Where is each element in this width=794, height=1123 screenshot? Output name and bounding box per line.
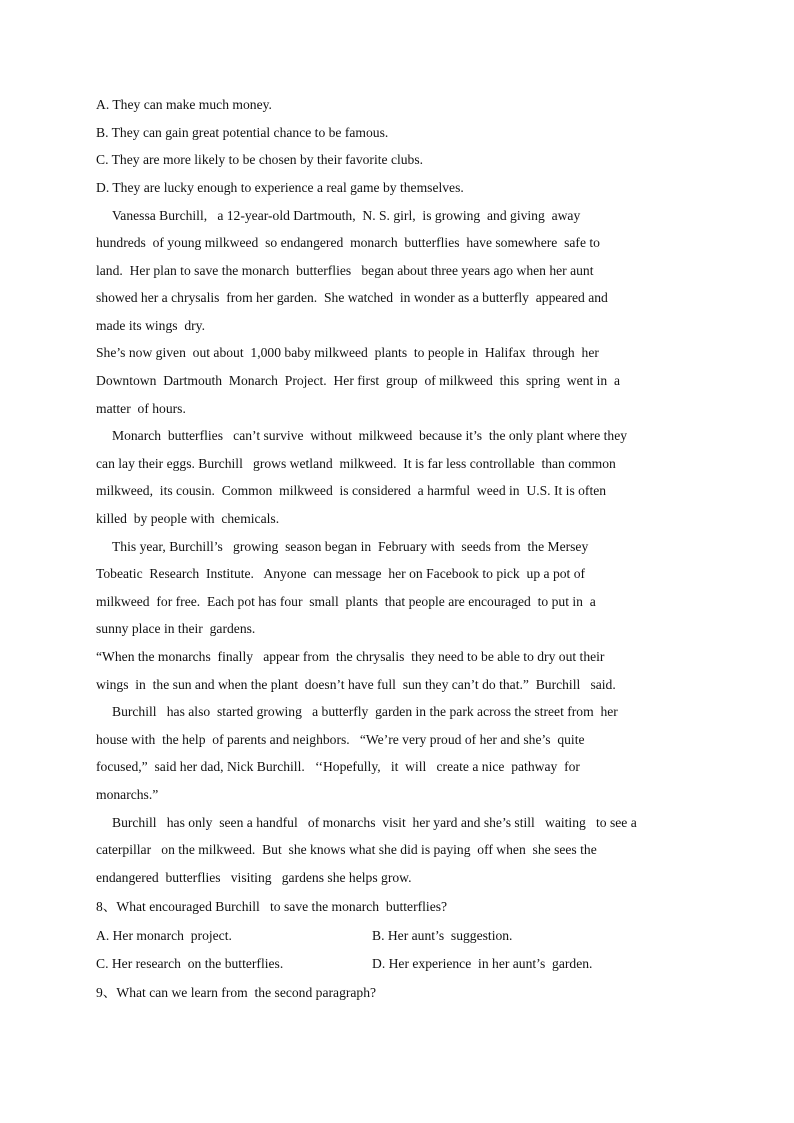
passage-line: Burchill has only seen a handful of monarchs visit her yard and she’s still waiting to see a	[112, 815, 637, 830]
passage-line: Downtown Dartmouth Monarch Project. Her first group of milkweed this spring went in a	[96, 373, 621, 388]
passage-line: killed by people with chemicals.	[96, 511, 280, 526]
passage-line: wings in the sun and when the plant doesn’t have full sun they can’t do that.” Burchill said.	[96, 677, 616, 692]
passage-line: “When the monarchs finally appear from the chrysalis they need to be able to dry out their	[96, 649, 605, 664]
passage-line: endangered butterflies visiting gardens she helps grow.	[96, 870, 412, 885]
previous-option-b: B. They can gain great potential chance to be famous.	[96, 125, 389, 140]
question-9-stem: 9、What can we learn from the second paragraph?	[96, 985, 377, 1000]
question-8-stem: 8、What encouraged Burchill to save the monarch butterflies?	[96, 899, 448, 914]
previous-option-c: C. They are more likely to be chosen by their favorite clubs.	[96, 152, 424, 167]
passage-line: showed her a chrysalis from her garden. She watched in wonder as a butterfly appeared and	[96, 290, 608, 305]
passage-line: milkweed for free. Each pot has four small plants that people are encouraged to put in a	[96, 594, 596, 609]
passage-line: This year, Burchill’s growing season began in February with seeds from the Mersey	[112, 539, 589, 554]
passage-line: Burchill has also started growing a butterfly garden in the park across the street from her	[112, 704, 618, 719]
passage-line: made its wings dry.	[96, 318, 205, 333]
passage-line: Vanessa Burchill, a 12-year-old Dartmouth, N. S. girl, is growing and giving away	[112, 208, 581, 223]
previous-option-a: A. They can make much money.	[96, 97, 272, 112]
question-8-option-b: B. Her aunt’s suggestion.	[372, 928, 513, 943]
question-8-option-a: A. Her monarch project.	[96, 928, 232, 943]
passage-line: matter of hours.	[96, 401, 186, 416]
passage-line: milkweed, its cousin. Common milkweed is considered a harmful weed in U.S. It is often	[96, 483, 607, 498]
passage-line: caterpillar on the milkweed. But she knows what she did is paying off when she sees the	[96, 842, 597, 857]
passage-line: Tobeatic Research Institute. Anyone can message her on Facebook to pick up a pot of	[96, 566, 586, 581]
question-8-option-c: C. Her research on the butterflies.	[96, 956, 284, 971]
passage-line: She’s now given out about 1,000 baby milkweed plants to people in Halifax through her	[96, 345, 599, 360]
question-8-option-d: D. Her experience in her aunt’s garden.	[372, 956, 593, 971]
previous-option-d: D. They are lucky enough to experience a real game by themselves.	[96, 180, 464, 195]
passage-line: land. Her plan to save the monarch butterflies began about three years ago when her aunt	[96, 263, 594, 278]
passage-line: sunny place in their gardens.	[96, 621, 256, 636]
passage-line: Monarch butterflies can’t survive without milkweed because it’s the only plant where they	[112, 428, 628, 443]
passage-line: monarchs.”	[96, 787, 159, 802]
passage-line: hundreds of young milkweed so endangered monarch butterflies have somewhere safe to	[96, 235, 600, 250]
passage-line: can lay their eggs. Burchill grows wetland milkweed. It is far less controllable than common	[96, 456, 616, 471]
passage-line: house with the help of parents and neighbors. “We’re very proud of her and she’s quite	[96, 732, 585, 747]
passage-line: focused,” said her dad, Nick Burchill. ‘‘Hopefully, it will create a nice pathway for	[96, 759, 580, 774]
